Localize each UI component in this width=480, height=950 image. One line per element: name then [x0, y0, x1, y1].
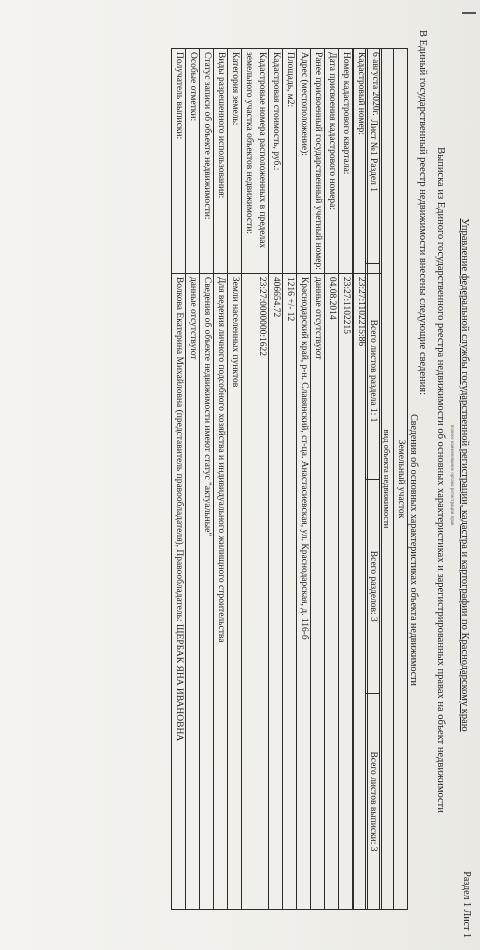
- table-row: [354, 49, 368, 910]
- sections-count-cell: Всего разделов: 3: [366, 479, 380, 693]
- table-row: [186, 49, 200, 910]
- table-row: [214, 49, 228, 910]
- intro-text: В Единый государственный реестр недвижимости внесены следующие сведения:: [417, 30, 428, 396]
- object-kind-label-cell: вид объекта недвижимости: [380, 49, 394, 910]
- row-label: Адрес (местоположение):: [297, 49, 311, 274]
- table-row: [283, 49, 297, 910]
- row-value: Краснодарский край, р-н. Славянский, ст-ца. Анастасиевская, ул. Краснодарская, д. 116-б: [297, 273, 311, 909]
- table-row: [297, 49, 311, 910]
- row-value: 23:27:1102215: [339, 273, 353, 909]
- section-caption: Сведения об основных характеристиках объекта недвижимости: [408, 414, 419, 686]
- table-row: [172, 49, 186, 910]
- row-value: [353, 273, 354, 909]
- row-value: 23:27:1102215:86: [354, 273, 368, 909]
- total-sheets-cell: Всего листов выписки: 3: [366, 694, 380, 910]
- corner-section-label: Раздел 1 Лист 1: [461, 871, 472, 938]
- table-row: [269, 49, 283, 910]
- row-value: 23:27:0000000:1622: [242, 273, 269, 909]
- row-label: Статус записи об объекте недвижимости:: [200, 49, 214, 274]
- row-label: Категория земель:: [228, 49, 242, 274]
- table-row: [353, 49, 354, 910]
- row-value: данные отсутствуют: [311, 273, 325, 909]
- row-value: Земли населенных пунктов: [228, 273, 242, 909]
- row-value: 04.08.2014: [325, 273, 339, 909]
- table-row: [242, 49, 269, 910]
- characteristics-rows: [172, 49, 382, 910]
- row-label: Номер кадастрового квартала:: [339, 49, 353, 274]
- row-value: 1216 +/- 12: [283, 273, 297, 909]
- row-label: Кадастровый номер:: [354, 49, 368, 274]
- agency-name-text: Управление федеральной службы государственной регистрации, кадастра и картографии по Краснодарскому краю: [459, 218, 470, 732]
- document-title: Выписка из Единого государственного реестра недвижимости об основных характеристиках и зарегистрированных правах на объект недвижимости: [435, 147, 446, 813]
- row-label: Кадастровая стоимость, руб.:: [269, 49, 283, 274]
- row-value: Волкова Екатерина Михайловна (представитель правообладателя), Правообладатель: ЩЕРБАК ЯНА ИВАНОВНА: [172, 273, 186, 909]
- table-row: [200, 49, 214, 910]
- table-row: [325, 49, 339, 910]
- row-label: Особые отметки:: [186, 49, 200, 274]
- table-row: [311, 49, 325, 910]
- row-label: Получатель выписки:: [172, 49, 186, 274]
- row-value: Для ведения личного подсобного хозяйства и индивидуального жилищного строительства: [214, 273, 228, 909]
- row-value: [368, 273, 382, 909]
- row-label: 6 августа 2020г.: [368, 49, 382, 274]
- agency-name: [459, 0, 470, 950]
- characteristics-table: [171, 48, 382, 910]
- section-sheets-cell: Всего листов раздела 1: 1: [366, 263, 380, 479]
- sheet-number-cell: Лист №1 Раздел 1: [366, 49, 380, 264]
- agency-note: полное наименование органа регистрации прав: [449, 424, 454, 526]
- row-label: Площадь, м2:: [283, 49, 297, 274]
- table-row: [339, 49, 353, 910]
- row-value: данные отсутствуют: [186, 273, 200, 909]
- row-label: Виды разрешенного использования:: [214, 49, 228, 274]
- row-label: Ранее присвоенный государственный учетный номер:: [311, 49, 325, 274]
- row-value: Сведения об объекте недвижимости имеют статус "актуальные": [200, 273, 214, 909]
- row-value: 406654.72: [269, 273, 283, 909]
- table-row: [228, 49, 242, 910]
- row-label: Кадастровые номера расположенных в пределах земельного участка объектов недвижимости:: [242, 49, 269, 274]
- object-name-cell: Земельный участок: [394, 49, 408, 910]
- table-row: [368, 49, 382, 910]
- row-label: Дата присвоения кадастрового номера:: [325, 49, 339, 274]
